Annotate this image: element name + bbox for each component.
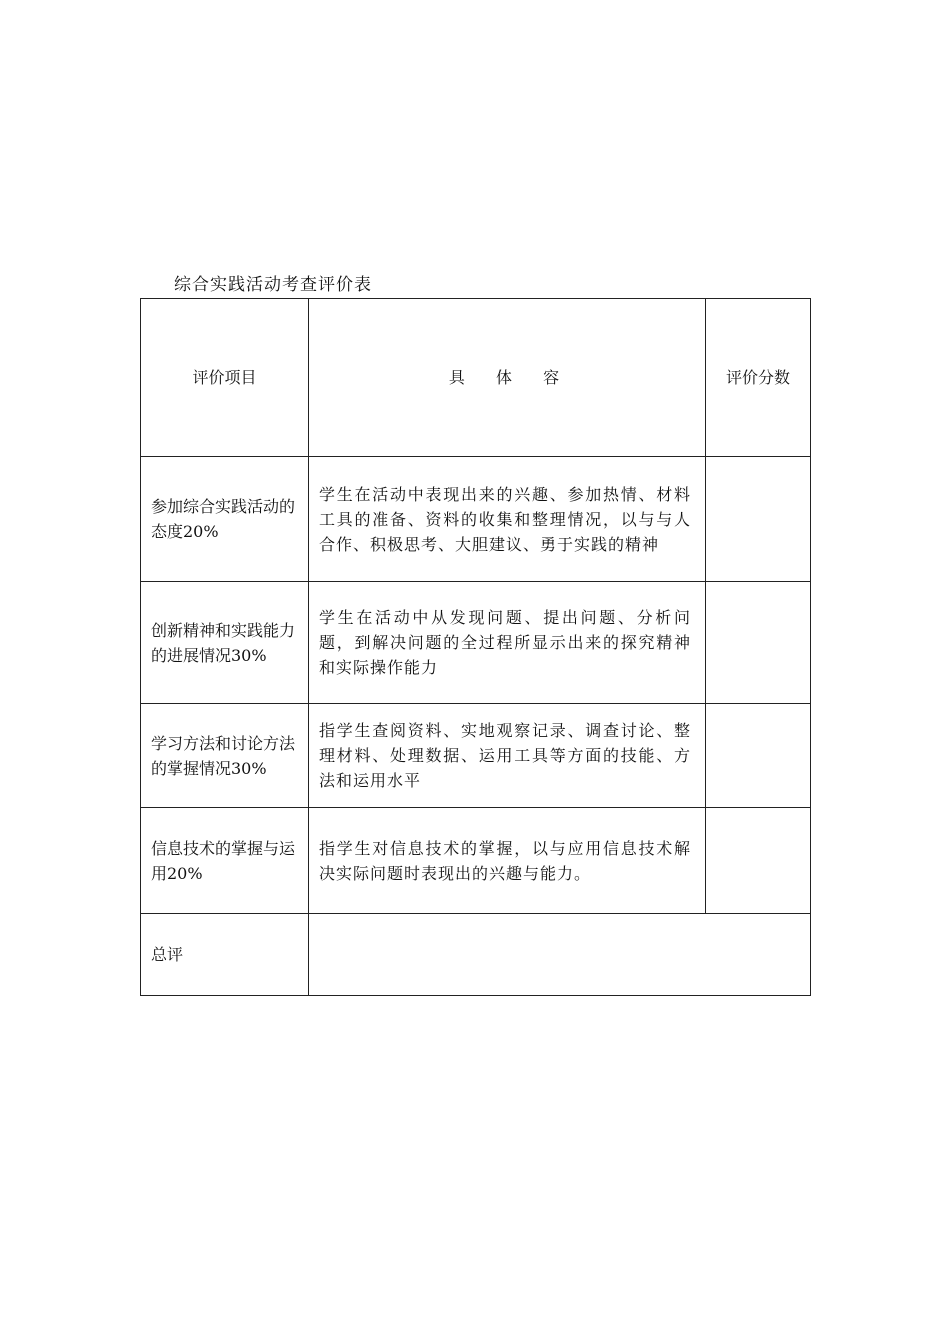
document-title: 综合实践活动考查评价表: [174, 275, 372, 295]
header-score: 评价分数: [706, 299, 811, 457]
evaluation-content-cell: 指学生对信息技术的掌握，以与应用信息技术解决实际问题时表现出的兴趣与能力。: [309, 808, 706, 914]
evaluation-content-cell: 学生在活动中从发现问题、提出问题、分析问题，到解决问题的全过程所显示出来的探究精神和实际操作能力: [309, 582, 706, 704]
evaluation-score-cell[interactable]: [706, 457, 811, 582]
evaluation-score-cell[interactable]: [706, 808, 811, 914]
evaluation-item-cell: 创新精神和实践能力的进展情况30%: [141, 582, 309, 704]
evaluation-score-cell[interactable]: [706, 704, 811, 808]
table-row: [141, 582, 811, 704]
evaluation-item-cell: 参加综合实践活动的态度20%: [141, 457, 309, 582]
evaluation-table: [140, 298, 811, 996]
evaluation-item-cell: 学习方法和讨论方法的掌握情况30%: [141, 704, 309, 808]
evaluation-content-cell: 学生在活动中表现出来的兴趣、参加热情、材料工具的准备、资料的收集和整理情况，以与与人合作、积极思考、大胆建议、勇于实践的精神: [309, 457, 706, 582]
header-content: 具 体 容: [309, 299, 706, 457]
total-label-cell: 总评: [141, 914, 309, 996]
evaluation-item-cell: 信息技术的掌握与运用20%: [141, 808, 309, 914]
total-row: [141, 914, 811, 996]
total-value-cell[interactable]: [309, 914, 811, 996]
evaluation-score-cell[interactable]: [706, 582, 811, 704]
header-item: 评价项目: [141, 299, 309, 457]
table-header-row: [141, 299, 811, 457]
evaluation-content-cell: 指学生查阅资料、实地观察记录、调查讨论、整理材料、处理数据、运用工具等方面的技能、方法和运用水平: [309, 704, 706, 808]
table-row: [141, 457, 811, 582]
table-row: [141, 808, 811, 914]
table-row: [141, 704, 811, 808]
